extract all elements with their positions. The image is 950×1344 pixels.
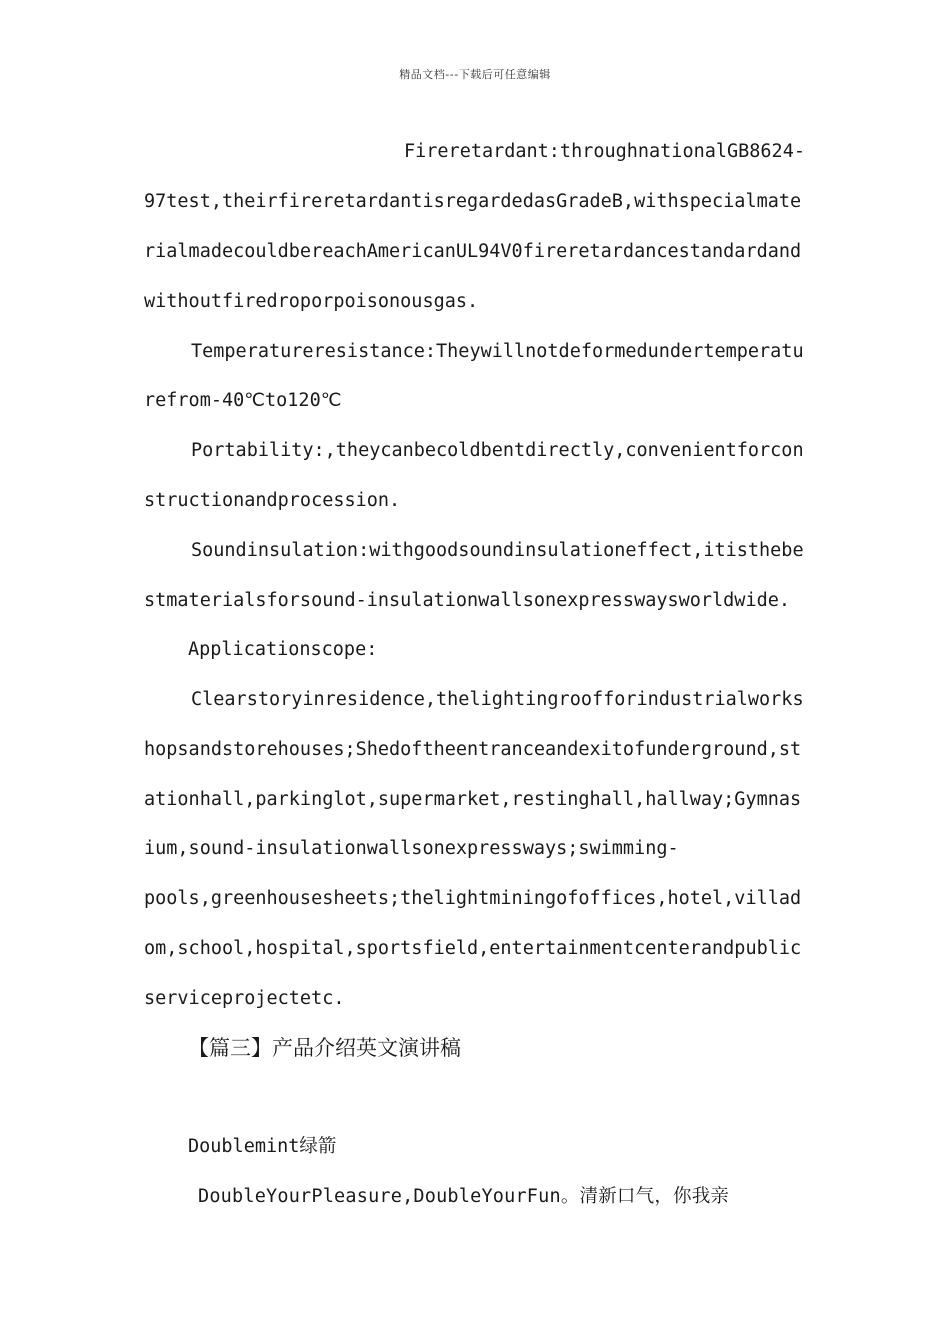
paragraph-line: rialmadecouldbereachAmericanUL94V0fireretardancestandardand	[144, 241, 802, 262]
paragraph-line: DoubleYourPleasure,DoubleYourFun。清新口气，你我亲	[198, 1186, 730, 1207]
paragraph-line: om,school,hospital,sportsfield,entertainmentcenterandpublic	[144, 938, 802, 959]
paragraph-line: pools,greenhousesheets;thelightminingofoffices,hotel,villad	[144, 888, 802, 909]
paragraph-line: 97test,theirfireretardantisregardedasGradeB,withspecialmate	[144, 191, 802, 212]
page-header: 精品文档---下载后可任意编辑	[399, 68, 551, 81]
paragraph-line: Fireretardant:throughnationalGB8624-	[404, 141, 805, 162]
paragraph-line: Portability:,theycanbecoldbentdirectly,convenientforcon	[191, 440, 804, 461]
paragraph-line: ium,sound-insulationwallsonexpressways;swimming-	[144, 838, 679, 859]
paragraph-line: withoutfiredroporpoisonousgas.	[144, 291, 479, 312]
paragraph-line: ationhall,parkinglot,supermarket,restinghall,hallway;Gymnas	[144, 789, 802, 810]
paragraph-line: refrom-40℃to120℃	[144, 390, 342, 411]
paragraph-line: Clearstoryinresidence,thelightingroofforindustrialworks	[191, 689, 804, 710]
paragraph-line: Soundinsulation:withgoodsoundinsulationeffect,itisthebe	[191, 540, 804, 561]
subheading: Doublemint绿箭	[188, 1136, 337, 1157]
paragraph-line: serviceprojectetc.	[144, 988, 345, 1009]
paragraph-line: stmaterialsforsound-insulationwallsonexpresswaysworldwide.	[144, 590, 791, 611]
paragraph-line: Temperatureresistance:Theywillnotdeformedundertemperatu	[191, 341, 804, 362]
paragraph-line: hopsandstorehouses;Shedoftheentranceandexitofunderground,st	[144, 739, 802, 760]
section-label: Applicationscope:	[188, 639, 378, 660]
paragraph-line: structionandprocession.	[144, 490, 401, 511]
section-heading: 【篇三】产品介绍英文演讲稿	[188, 1036, 461, 1060]
